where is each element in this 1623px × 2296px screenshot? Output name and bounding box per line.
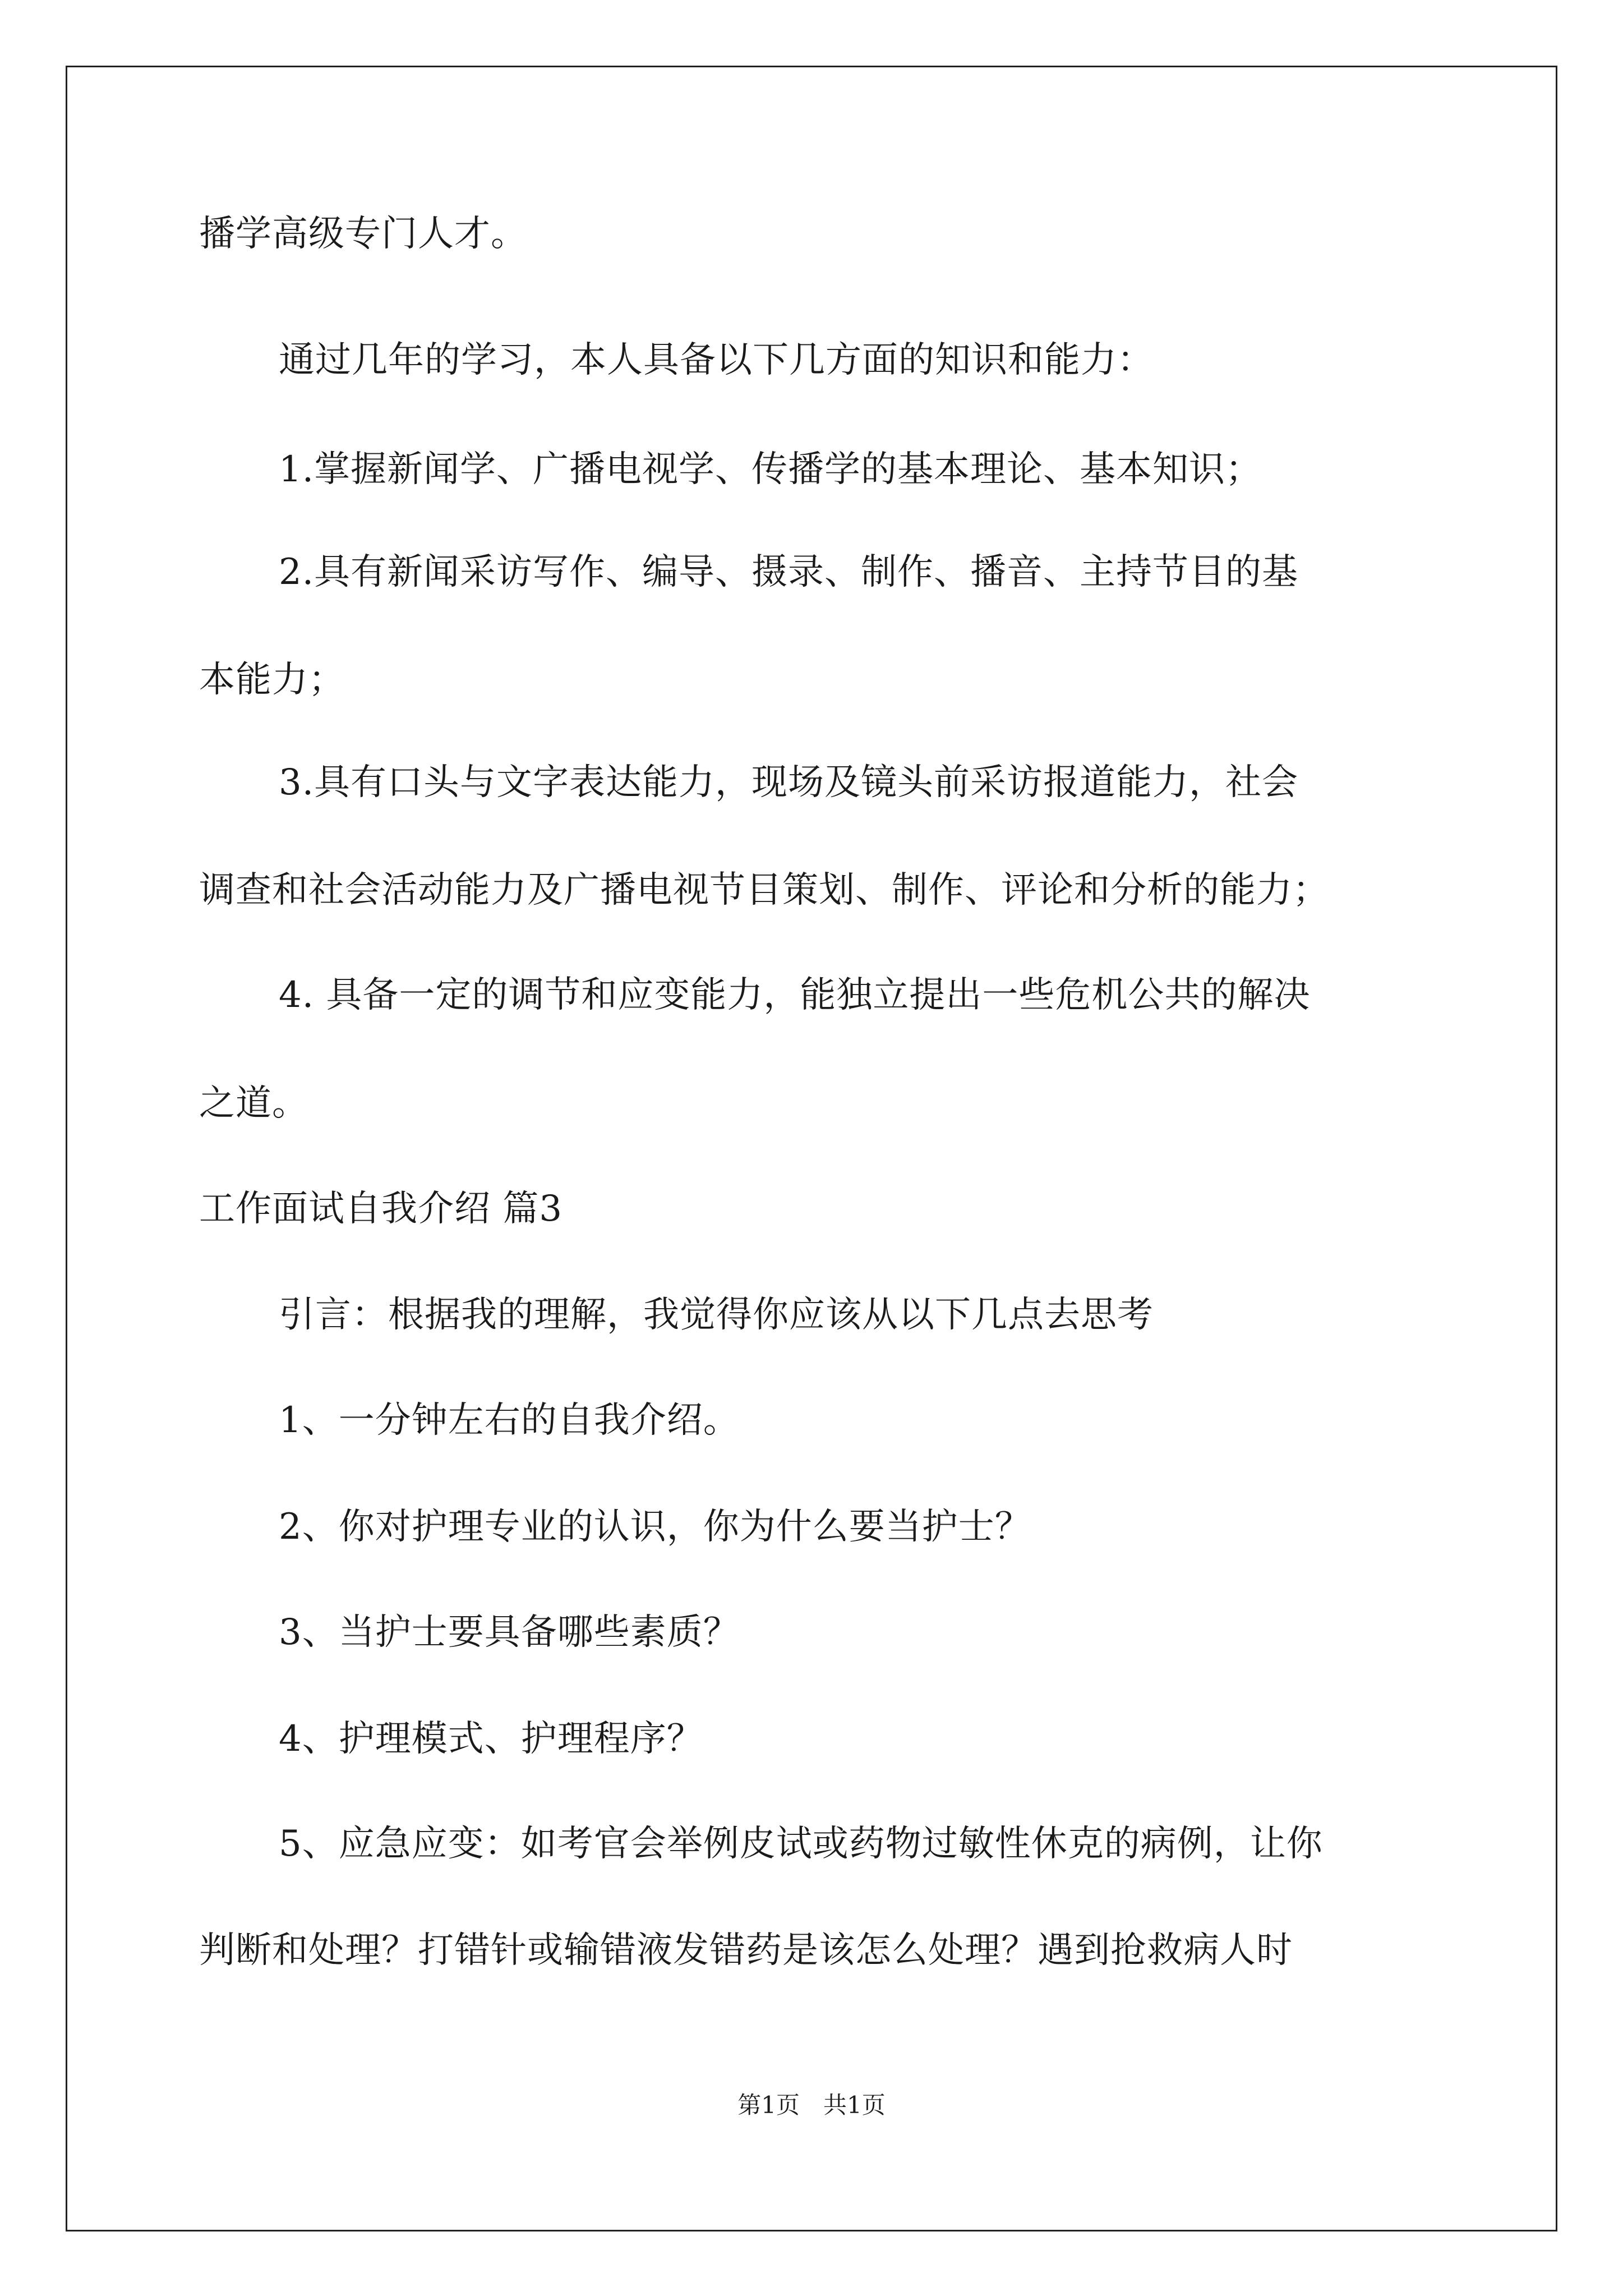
text-line: 4、护理模式、护理程序？ <box>279 1718 703 1760</box>
text-line: 1.掌握新闻学、广播电视学、传播学的基本理论、基本知识； <box>279 449 1262 490</box>
page-footer: 第1页 共1页 <box>737 2091 886 2119</box>
text-line: 引言：根据我的理解，我觉得你应该从以下几点去思考 <box>279 1294 1154 1336</box>
text-line: 之道。 <box>199 1083 308 1124</box>
text-line: 播学高级专门人才。 <box>199 213 527 255</box>
text-line: 3、当护士要具备哪些素质？ <box>279 1612 740 1653</box>
text-line: 4. 具备一定的调节和应变能力，能独立提出一些危机公共的解决 <box>279 974 1311 1016</box>
text-line: 判断和处理？打错针或输错液发错药是该怎么处理？遇到抢救病人时 <box>199 1930 1293 1971</box>
text-line: 本能力； <box>199 659 345 701</box>
text-line: 调查和社会活动能力及广播电视节目策划、制作、评论和分析的能力； <box>199 869 1329 911</box>
text-line: 2、你对护理专业的认识，你为什么要当护士？ <box>279 1506 1031 1548</box>
section-heading: 工作面试自我介绍 篇3 <box>199 1188 563 1230</box>
text-line: 3.具有口头与文字表达能力，现场及镜头前采访报道能力，社会 <box>279 762 1299 803</box>
text-line: 5、应急应变：如考官会举例皮试或药物过敏性休克的病例，让你 <box>279 1823 1323 1865</box>
text-line: 通过几年的学习，本人具备以下几方面的知识和能力： <box>279 339 1154 381</box>
page-border <box>66 66 1557 2231</box>
text-line: 2.具有新闻采访写作、编导、摄录、制作、播音、主持节目的基 <box>279 551 1299 593</box>
text-line: 1、一分钟左右的自我介绍。 <box>279 1400 740 1441</box>
